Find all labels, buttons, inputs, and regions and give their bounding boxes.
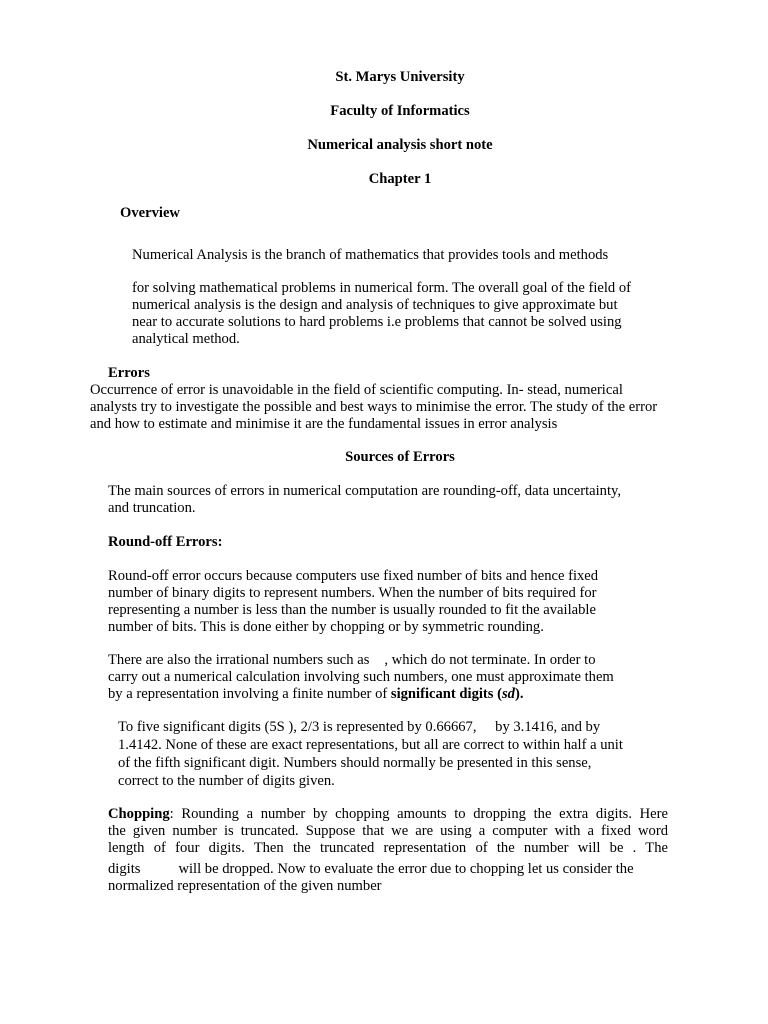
example-line: To five significant digits (5S ), 2/3 is represented by 0.66667, by 3.1416, and by [118,719,586,735]
overview-line: analytical method. [132,331,240,347]
chopping-line: digits will be dropped. Now to evaluate the error due to chopping let us consider the [108,861,634,877]
overview-line: Numerical Analysis is the branch of mathematics that provides tools and methods [132,247,609,263]
chopping-term: Chopping [108,806,170,822]
roundoff-line: number of bits. This is done either by chopping or by symmetric rounding. [108,619,544,635]
chopping-line: length of four digits. Then the truncated representation of the number will be . The [108,840,668,856]
sources-line: and truncation. [108,500,196,516]
example-line: 1.4142. None of these are exact representations, but all are correct to within half a unit [118,737,623,753]
overview-line: near to accurate solutions to hard problems i.e problems that cannot be solved using [132,314,622,330]
sources-line: The main sources of errors in numerical computation are rounding-off, data uncertainty, [108,483,622,499]
chapter-title: Chapter 1 [368,171,432,187]
roundoff-line: number of binary digits to represent numbers. When the number of bits required for [108,585,597,601]
roundoff-heading: Round-off Errors: [108,534,223,550]
errors-line: analysts try to investigate the possible and best ways to minimise the error. The study of the error [90,399,658,415]
chopping-line: Chopping: Rounding a number by chopping amounts to dropping the extra digits. Here [108,806,668,822]
roundoff-line: Round-off error occurs because computers use fixed number of bits and hence fixed [108,568,599,584]
chopping-line: normalized representation of the given number [108,878,382,894]
significant-digits-line [108,686,523,703]
sd-term: significant digits ( [390,686,502,702]
course-title: Numerical analysis short note [307,137,493,153]
example-line: correct to the number of digits given. [118,773,335,789]
errors-line: Occurrence of error is unavoidable in the field of scientific computing. In- stead, numerical [90,382,623,398]
sd-prefix: by a representation involving a finite number of [108,686,391,702]
example-line: of the fifth significant digit. Numbers should normally be presented in this sense, [118,755,592,771]
irrational-line: There are also the irrational numbers such as , which do not terminate. In order to [108,652,585,668]
roundoff-line: representing a number is less than the number is usually rounded to fit the available [108,602,596,618]
overview-heading: Overview [120,205,180,221]
university-title: St. Marys University [335,69,465,85]
irrational-line: carry out a numerical calculation involving such numbers, one must approximate them [108,669,614,685]
sources-heading: Sources of Errors [345,449,455,465]
overview-line: for solving mathematical problems in numerical form. The overall goal of the field of [132,280,632,296]
chopping-line: the given number is truncated. Suppose that we are using a computer with a fixed word [108,823,668,839]
errors-line: and how to estimate and minimise it are the fundamental issues in error analysis [90,416,558,432]
errors-heading: Errors [108,365,150,381]
sd-abbrev: sd [501,686,515,702]
sd-suffix: ). [514,686,524,702]
overview-line: numerical analysis is the design and analysis of techniques to give approximate but [132,297,618,313]
faculty-title: Faculty of Informatics [330,103,470,119]
